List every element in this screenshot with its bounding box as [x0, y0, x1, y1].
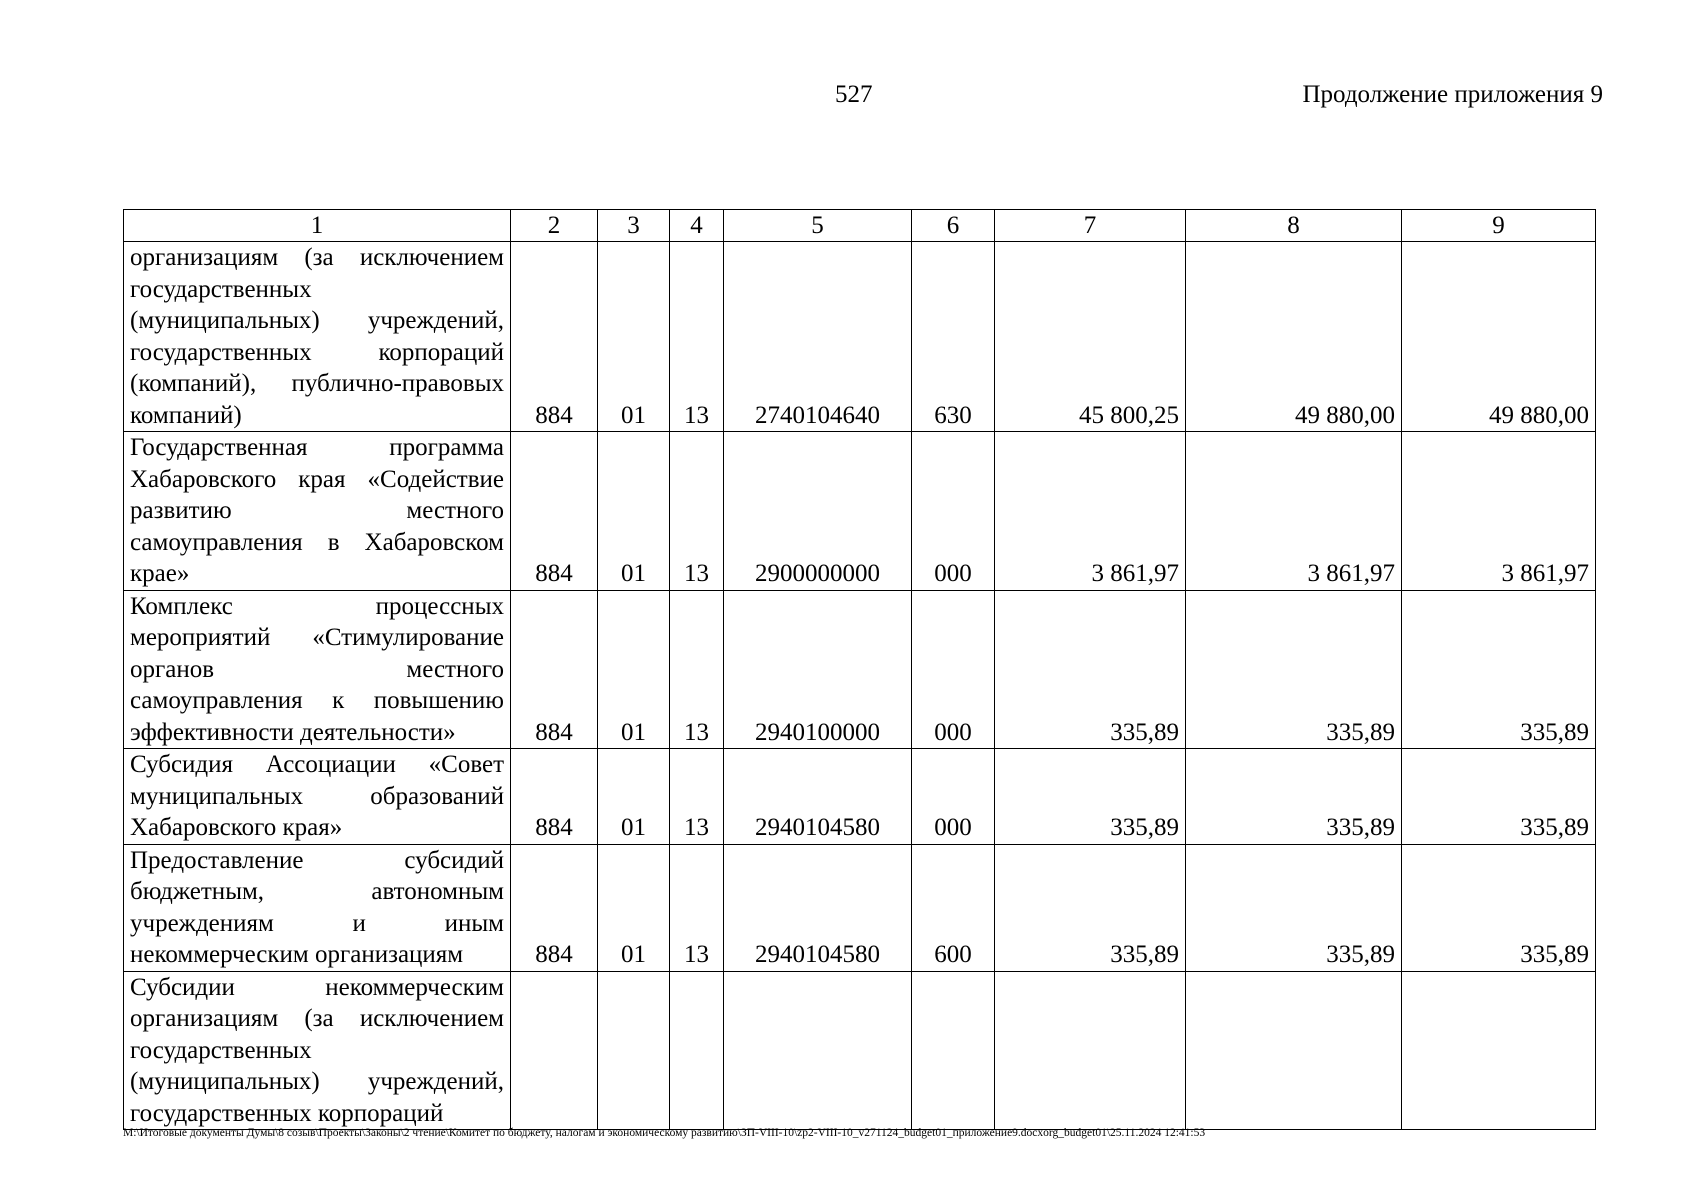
- amount-year-3: 3 861,97: [1402, 432, 1596, 591]
- column-header: 2: [511, 210, 598, 242]
- expense-type-code: 600: [912, 844, 995, 971]
- column-header: 7: [995, 210, 1186, 242]
- target-article-code: 2940100000: [724, 590, 912, 749]
- target-article-code: 2900000000: [724, 432, 912, 591]
- amount-year-3: 335,89: [1402, 749, 1596, 845]
- column-header: 9: [1402, 210, 1596, 242]
- description-line: бюджетным, автономным: [130, 878, 504, 905]
- target-article-code: [724, 971, 912, 1130]
- amount-year-2: 49 880,00: [1186, 242, 1402, 432]
- target-article-code: 2940104580: [724, 749, 912, 845]
- appendix-continuation-label: Продолжение приложения 9: [1302, 81, 1603, 108]
- row-description: [124, 749, 511, 845]
- description-line: Субсидия Ассоциации «Совет: [130, 751, 504, 778]
- amount-year-3: 49 880,00: [1402, 242, 1596, 432]
- description-line: мероприятий «Стимулирование: [130, 624, 504, 651]
- amount-year-2: 3 861,97: [1186, 432, 1402, 591]
- subsection-code: 13: [670, 590, 724, 749]
- description-line: Государственная программа: [130, 434, 504, 461]
- description-line: учреждениям и иным: [130, 909, 504, 937]
- subsection-code: 13: [670, 242, 724, 432]
- amount-year-2: 335,89: [1186, 844, 1402, 971]
- amount-year-2: [1186, 971, 1402, 1130]
- amount-year-2: 335,89: [1186, 749, 1402, 845]
- section-code: 01: [598, 749, 670, 845]
- description-line: организациям (за исключением: [130, 244, 504, 271]
- expense-type-code: 000: [912, 590, 995, 749]
- description-line: государственных корпораций: [130, 338, 504, 366]
- ministry-code: 884: [511, 432, 598, 591]
- amount-year-1: 3 861,97: [995, 432, 1186, 591]
- table-row: [124, 971, 1596, 1130]
- target-article-code: 2740104640: [724, 242, 912, 432]
- amount-year-3: 335,89: [1402, 844, 1596, 971]
- ministry-code: 884: [511, 749, 598, 845]
- description-line: (компаний), публично-правовых: [130, 370, 504, 397]
- section-code: 01: [598, 590, 670, 749]
- amount-year-3: [1402, 971, 1596, 1130]
- ministry-code: [511, 971, 598, 1130]
- subsection-code: 13: [670, 749, 724, 845]
- amount-year-1: 335,89: [995, 749, 1186, 845]
- description-line: самоуправления в Хабаровском: [130, 528, 504, 556]
- ministry-code: 884: [511, 844, 598, 971]
- description-line: организациям (за исключением: [130, 1005, 504, 1032]
- description-line: муниципальных образований: [130, 782, 504, 810]
- description-line: Комплекс процессных: [130, 592, 504, 620]
- description-line: (муниципальных) учреждений,: [130, 307, 504, 334]
- target-article-code: 2940104580: [724, 844, 912, 971]
- subsection-code: 13: [670, 844, 724, 971]
- description-line: Предоставление субсидий: [130, 846, 504, 874]
- table-row: [124, 432, 1596, 591]
- table-header-row: [124, 210, 1596, 242]
- row-description: [124, 844, 511, 971]
- budget-table: [123, 209, 1596, 1130]
- table-body: [124, 242, 1596, 1130]
- column-header: 5: [724, 210, 912, 242]
- row-description: [124, 971, 511, 1130]
- expense-type-code: 630: [912, 242, 995, 432]
- table-row: [124, 590, 1596, 749]
- expense-type-code: 000: [912, 749, 995, 845]
- column-header: 3: [598, 210, 670, 242]
- section-code: [598, 971, 670, 1130]
- description-line: крае»: [130, 560, 190, 587]
- column-header: 6: [912, 210, 995, 242]
- description-line: развитию местного: [130, 497, 504, 524]
- ministry-code: 884: [511, 590, 598, 749]
- amount-year-1: [995, 971, 1186, 1130]
- row-description: [124, 242, 511, 432]
- expense-type-code: [912, 971, 995, 1130]
- amount-year-1: 335,89: [995, 844, 1186, 971]
- column-header: 1: [124, 210, 511, 242]
- row-description: [124, 590, 511, 749]
- section-code: 01: [598, 432, 670, 591]
- subsection-code: 13: [670, 432, 724, 591]
- column-header: 8: [1186, 210, 1402, 242]
- row-description: [124, 432, 511, 591]
- description-line: некоммерческим организациям: [130, 941, 464, 968]
- table-row: [124, 844, 1596, 971]
- description-line: эффективности деятельности»: [130, 718, 456, 746]
- description-line: органов местного: [130, 655, 504, 683]
- amount-year-1: 45 800,25: [995, 242, 1186, 432]
- section-code: 01: [598, 242, 670, 432]
- description-line: (муниципальных) учреждений,: [130, 1068, 504, 1095]
- description-line: Хабаровского края «Содействие: [130, 465, 504, 493]
- ministry-code: 884: [511, 242, 598, 432]
- description-line: Хабаровского края»: [130, 814, 343, 841]
- section-code: 01: [598, 844, 670, 971]
- amount-year-1: 335,89: [995, 590, 1186, 749]
- description-line: Субсидии некоммерческим: [130, 973, 504, 1001]
- description-line: государственных: [130, 1036, 312, 1064]
- subsection-code: [670, 971, 724, 1130]
- description-line: компаний): [130, 401, 242, 429]
- column-header: 4: [670, 210, 724, 242]
- table-row: [124, 749, 1596, 845]
- description-line: государственных: [130, 275, 312, 303]
- expense-type-code: 000: [912, 432, 995, 591]
- page-number: 527: [835, 81, 873, 108]
- table-row: [124, 242, 1596, 432]
- description-line: государственных корпораций: [130, 1099, 444, 1127]
- document-file-path: М:\Итоговые документы Думы\8 созыв\Проекты\Законы\2 чтение\Комитет по бюджету, налогам и экономическому развитию\ЗП-VIII-10\zp2-VIII-10_v271124_budget01_приложение9.docxorg_budget01\25.11.2024 12:41:53: [123, 1127, 1206, 1139]
- amount-year-3: 335,89: [1402, 590, 1596, 749]
- amount-year-2: 335,89: [1186, 590, 1402, 749]
- description-line: самоуправления к повышению: [130, 687, 504, 714]
